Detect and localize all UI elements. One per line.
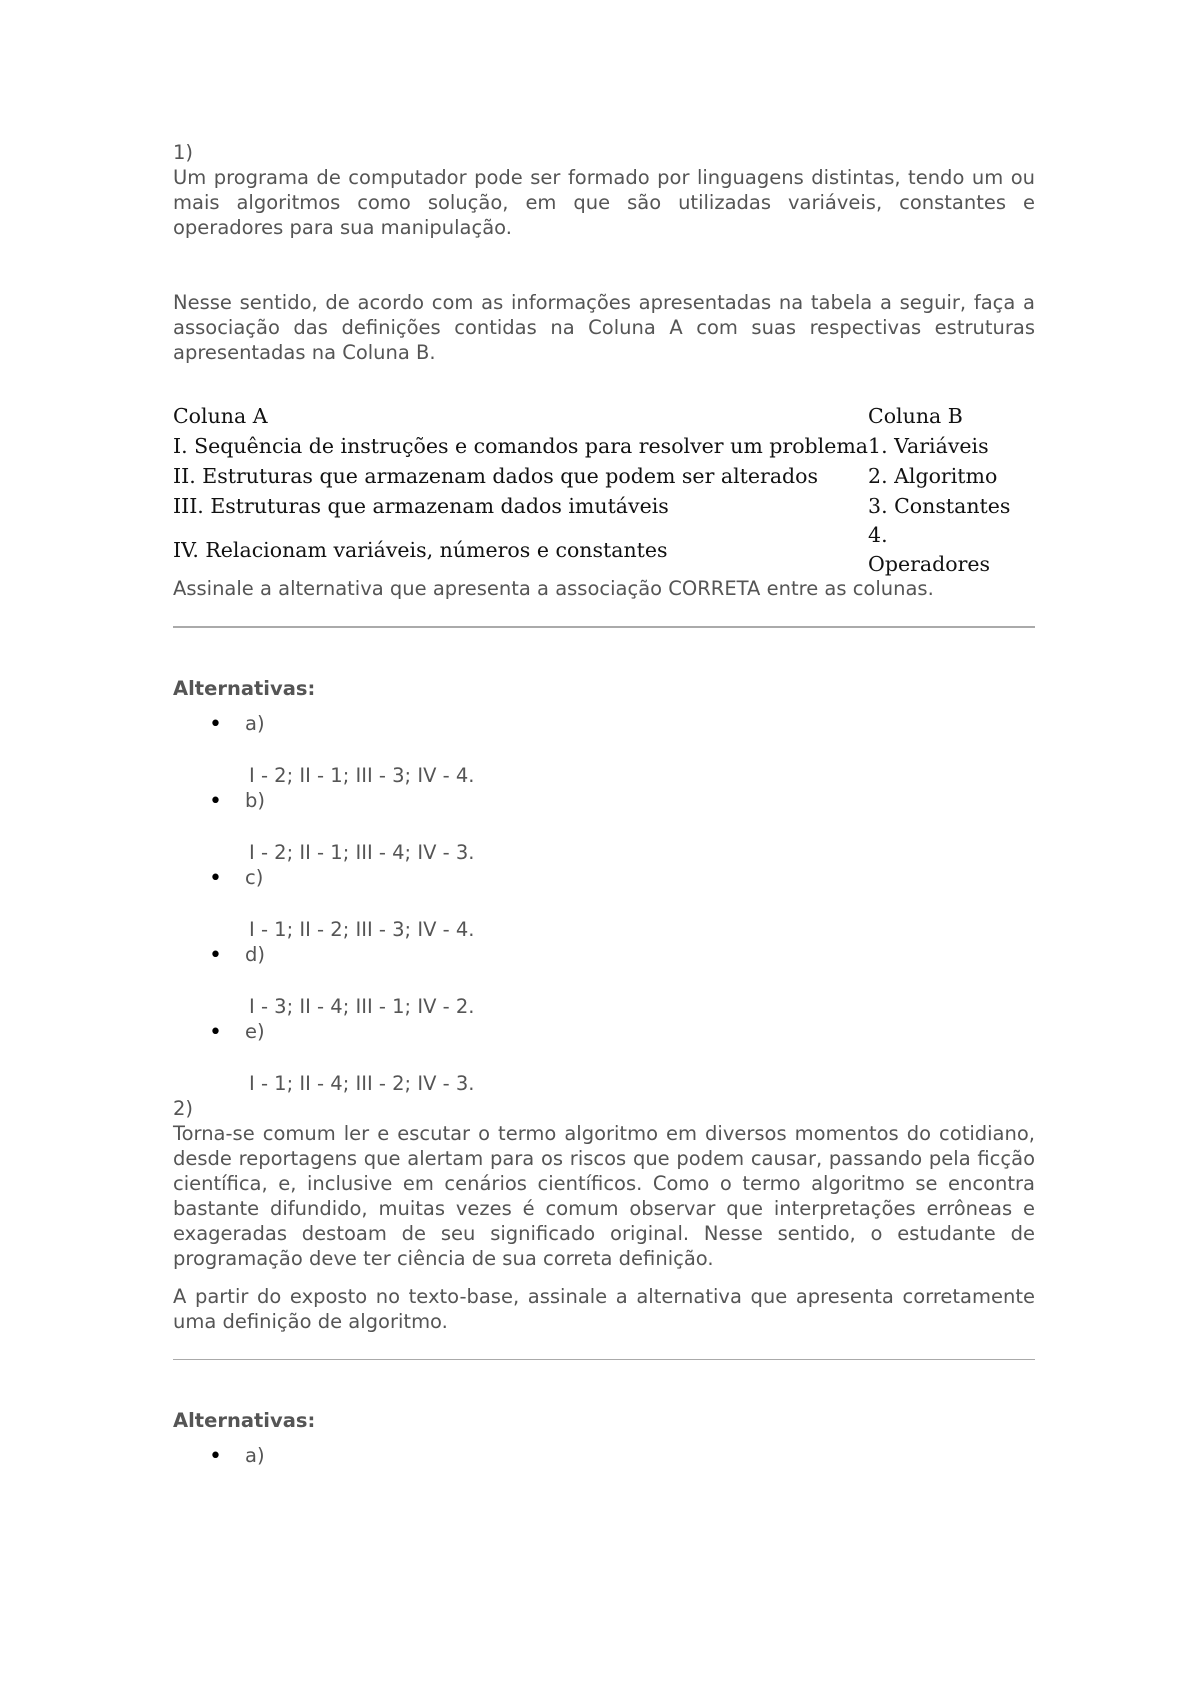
alternatives-title: Alternativas: bbox=[173, 1409, 316, 1432]
option-a[interactable] bbox=[173, 1443, 1035, 1468]
table-cell-line: Operadores bbox=[868, 552, 991, 576]
question-number: 1) bbox=[173, 141, 194, 164]
column-b-header: Coluna B bbox=[868, 404, 963, 428]
table-cell: III. Estruturas que armazenam dados imutáveis bbox=[173, 494, 669, 518]
question-1 bbox=[173, 140, 1035, 1096]
association-table bbox=[173, 401, 1035, 579]
option-a[interactable] bbox=[173, 711, 1035, 788]
option-letter: b) bbox=[245, 789, 265, 812]
table-cell bbox=[868, 521, 1035, 579]
question-text: A partir do exposto no texto-base, assinale a alternativa que apresenta corretamente uma definição de algoritmo. bbox=[173, 1285, 1035, 1333]
table-row bbox=[173, 461, 1035, 491]
table-cell: 2. Algoritmo bbox=[868, 464, 998, 488]
divider bbox=[173, 626, 1035, 628]
bullet-icon: • bbox=[209, 712, 222, 737]
table-cell-line: 4. bbox=[868, 523, 888, 547]
option-answer: I - 2; II - 1; III - 4; IV - 3. bbox=[249, 841, 475, 864]
table-cell: IV. Relacionam variáveis, números e constantes bbox=[173, 538, 668, 562]
option-e[interactable] bbox=[173, 1019, 1035, 1096]
option-letter: d) bbox=[245, 943, 265, 966]
table-cell: II. Estruturas que armazenam dados que podem ser alterados bbox=[173, 464, 819, 488]
bullet-icon: • bbox=[209, 866, 222, 891]
question-text: Torna-se comum ler e escutar o termo algoritmo em diversos momentos do cotidiano, desde reportagens que alertam para os riscos que podem causar, passando pela ficção científica, e, inclusive em cenários científicos. Como o termo algoritmo se encontra bastante difundido, muitas vezes é comum observar que interpretações errôneas e exageradas destoam de seu significado original. Nesse sentido, o estudante de programação deve ter ciência de sua correta definição. bbox=[173, 1122, 1035, 1270]
question-text: Nesse sentido, de acordo com as informações apresentadas na tabela a seguir, faça a associação das definições contidas na Coluna A com suas respectivas estruturas apresentadas na Coluna B. bbox=[173, 291, 1035, 364]
options-list bbox=[173, 1443, 1035, 1468]
option-letter: e) bbox=[245, 1020, 265, 1043]
question-text: Um programa de computador pode ser formado por linguagens distintas, tendo um ou mais algoritmos como solução, em que são utilizadas variáveis, constantes e operadores para sua manipulação. bbox=[173, 166, 1035, 239]
option-c[interactable] bbox=[173, 865, 1035, 942]
table-row bbox=[173, 491, 1035, 521]
divider bbox=[173, 1359, 1035, 1360]
instruction-text: Assinale a alternativa que apresenta a associação CORRETA entre as colunas. bbox=[173, 577, 934, 600]
option-answer: I - 3; II - 4; III - 1; IV - 2. bbox=[249, 995, 475, 1018]
column-a-header: Coluna A bbox=[173, 404, 268, 428]
option-d[interactable] bbox=[173, 942, 1035, 1019]
bullet-icon: • bbox=[209, 789, 222, 814]
document-page bbox=[173, 140, 1035, 1468]
options-list bbox=[173, 711, 1035, 1096]
table-row bbox=[173, 431, 1035, 461]
question-2 bbox=[173, 1096, 1035, 1468]
option-answer: I - 1; II - 2; III - 3; IV - 4. bbox=[249, 918, 475, 941]
bullet-icon: • bbox=[209, 943, 222, 968]
alternatives-title: Alternativas: bbox=[173, 677, 316, 700]
option-b[interactable] bbox=[173, 788, 1035, 865]
option-letter: c) bbox=[245, 866, 264, 889]
question-number: 2) bbox=[173, 1097, 194, 1120]
table-cell: 3. Constantes bbox=[868, 494, 1011, 518]
table-row bbox=[173, 521, 1035, 579]
option-answer: I - 1; II - 4; III - 2; IV - 3. bbox=[249, 1072, 475, 1095]
option-letter: a) bbox=[245, 1444, 265, 1467]
option-answer: I - 2; II - 1; III - 3; IV - 4. bbox=[249, 764, 475, 787]
option-letter: a) bbox=[245, 712, 265, 735]
table-header-row bbox=[173, 401, 1035, 431]
bullet-icon: • bbox=[209, 1444, 222, 1469]
table-cell: 1. Variáveis bbox=[868, 434, 989, 458]
bullet-icon: • bbox=[209, 1020, 222, 1045]
table-cell: I. Sequência de instruções e comandos para resolver um problema bbox=[173, 434, 869, 458]
